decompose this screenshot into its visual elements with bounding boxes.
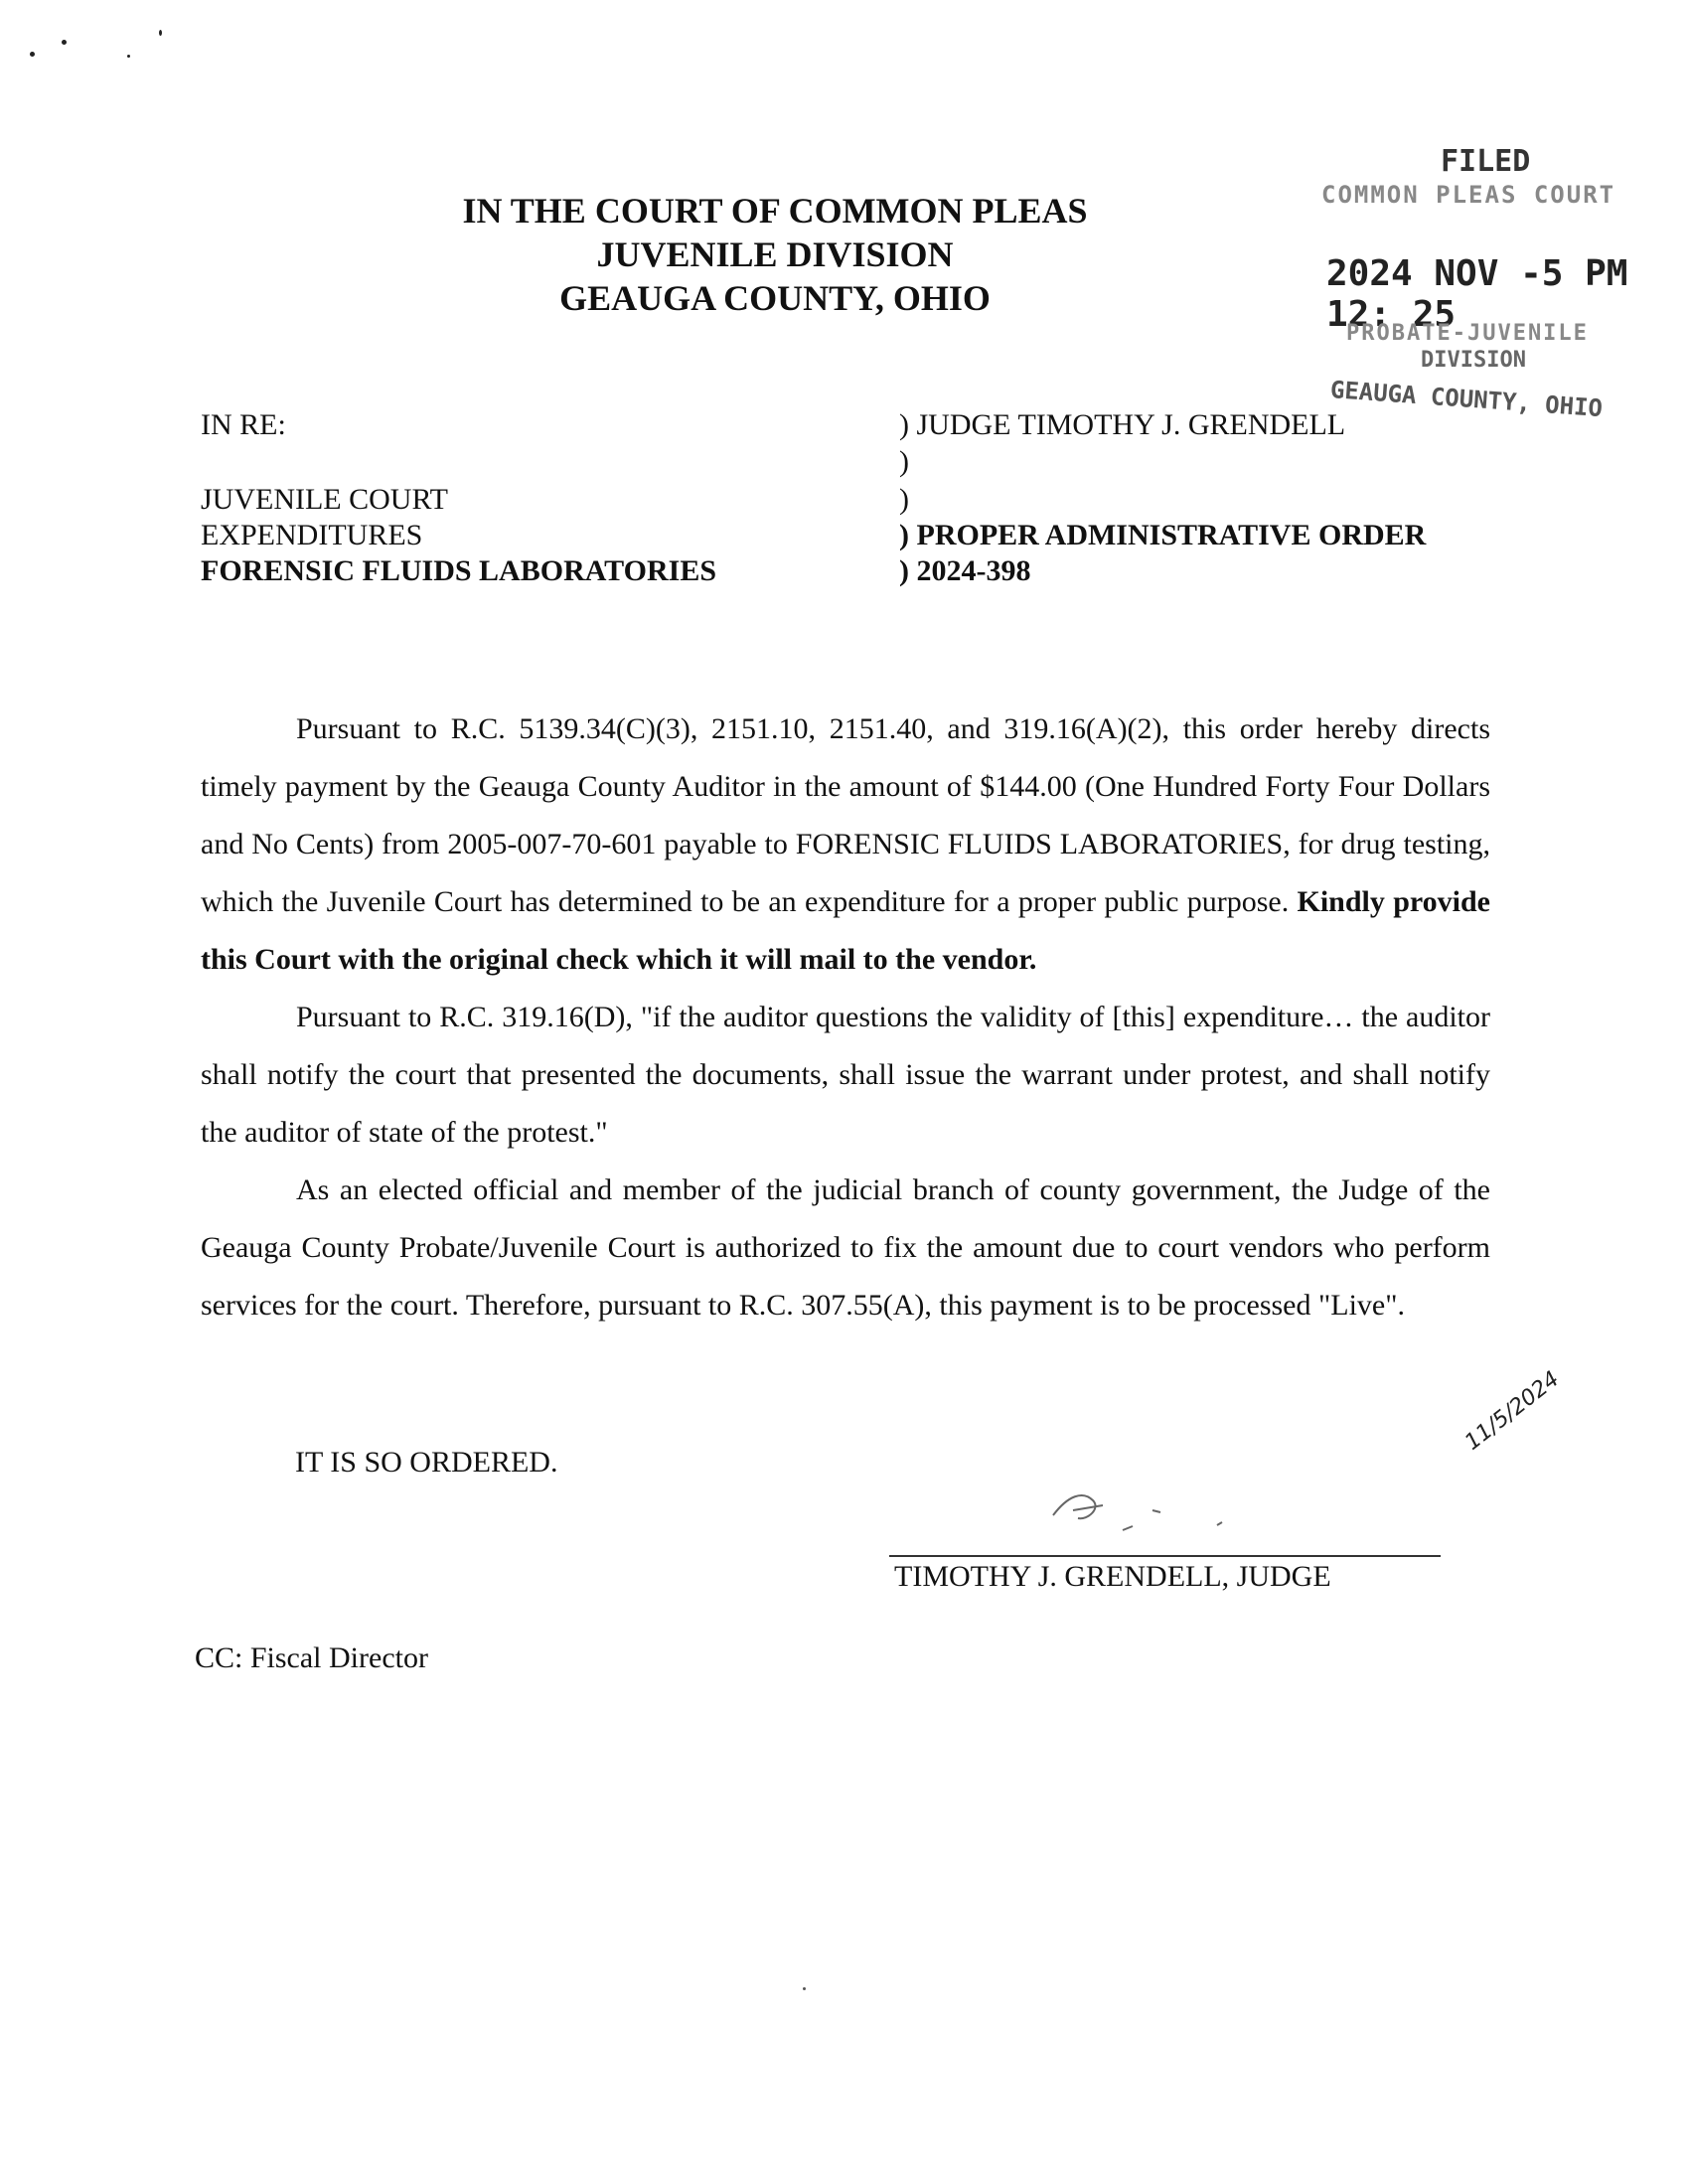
cc-line: CC: Fiscal Director [195, 1641, 428, 1674]
stamp-division-line2: DIVISION [1421, 348, 1526, 373]
signature-line [889, 1555, 1441, 1557]
court-heading-line3: GEAUGA COUNTY, OHIO [559, 278, 991, 318]
stamp-division-line3: GEAUGA COUNTY, OHIO [1329, 376, 1604, 423]
order-number: ) 2024-398 [899, 554, 1031, 587]
stamp-court: COMMON PLEAS COURT [1321, 181, 1616, 209]
scan-speck [803, 1987, 806, 1990]
order-body [201, 701, 1490, 1334]
caption-in-re: IN RE: [201, 408, 286, 441]
body-paragraph: Pursuant to R.C. 319.16(D), "if the auditor questions the validity of [this] expenditure… the auditor shall notify the court that presented the documents, shall issue the warrant under protest, and shall notify the auditor of state of the protest." [201, 1001, 1490, 1149]
caption-subject-line1: JUVENILE COURT [201, 483, 449, 516]
court-heading-line1: IN THE COURT OF COMMON PLEAS [462, 191, 1088, 231]
caption-subject-line3: FORENSIC FLUIDS LABORATORIES [201, 554, 717, 587]
body-paragraph [201, 701, 1490, 989]
signature-name: TIMOTHY J. GRENDELL, JUDGE [894, 1560, 1331, 1593]
stamp-division-line1: PROBATE-JUVENILE [1346, 321, 1589, 346]
signature-date: 11/5/2024 [1460, 1366, 1565, 1456]
body-paragraph: As an elected official and member of the judicial branch of county government, the Judge of the Geauga County Probate/Juvenile Court is authorized to fix the amount due to court vendors who perform services for the court. Therefore, pursuant to R.C. 307.55(A), this payment is to be processed "Live". [201, 1173, 1490, 1322]
court-heading [457, 189, 1093, 320]
caption-paren: ) [899, 483, 909, 516]
stamp-date: 2024 NOV -5 PM 12: 25 [1326, 253, 1628, 335]
caption-paren: ) [899, 445, 909, 478]
payment-directive: Pursuant to R.C. 5139.34(C)(3), 2151.10, 2151.40, and 319.16(A)(2), this order hereby directs timely payment by the Geauga County Auditor in the amount of $144.00 (One Hundred Forty Four Dollars and No Cents) from 2005-007-70-601 payable to FORENSIC FLUIDS LABORATORIES, for drug testing, which the Juvenile Court has determined to be an expenditure for a proper public purpose. [201, 712, 1490, 918]
order-title: ) PROPER ADMINISTRATIVE ORDER [899, 519, 1427, 551]
caption-judge: ) JUDGE TIMOTHY J. GRENDELL [899, 408, 1346, 441]
court-heading-line2: JUVENILE DIVISION [596, 234, 954, 274]
so-ordered: IT IS SO ORDERED. [295, 1446, 558, 1479]
stamp-filed: FILED [1441, 144, 1531, 179]
check-instruction: Kindly provide this Court with the original check which it will mail to the vendor. [201, 885, 1490, 976]
judge-signature [1033, 1461, 1262, 1550]
caption-subject-line2: EXPENDITURES [201, 519, 423, 551]
